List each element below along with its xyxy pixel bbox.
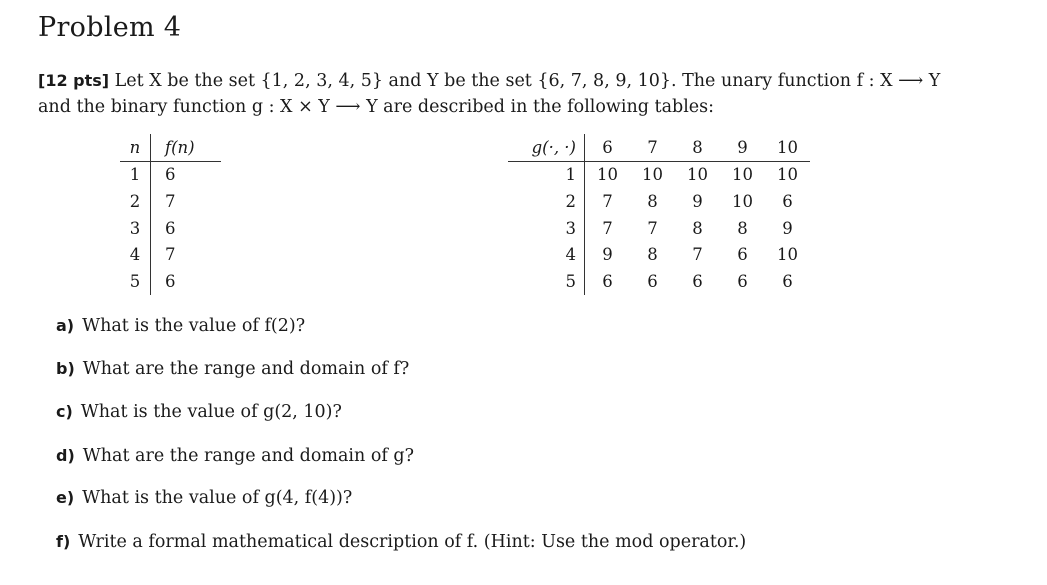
f-cell: 5 [120, 268, 151, 295]
g-cell: 10 [732, 191, 753, 211]
question-e [56, 488, 352, 508]
question-text: What are the range and domain of f? [82, 359, 410, 379]
question-c [56, 402, 342, 422]
f-table [120, 134, 221, 295]
question-b [56, 359, 409, 379]
f-cell: 6 [165, 218, 176, 238]
question-label: f) [56, 532, 71, 551]
f-cell: 2 [120, 188, 151, 215]
f-header-n: n [120, 134, 151, 161]
g-cell: 10 [777, 165, 798, 185]
g-cell: 6 [782, 191, 793, 211]
f-table-row [120, 241, 221, 268]
g-cell: 8 [692, 218, 703, 238]
f-table-row [120, 188, 221, 215]
question-text: What is the value of g(2, 10)? [80, 402, 342, 422]
g-table-row [508, 268, 810, 295]
g-cell: 6 [737, 245, 748, 265]
g-col-header: 9 [720, 134, 765, 161]
g-cell: 10 [642, 165, 663, 185]
g-col-header: 10 [765, 134, 810, 161]
f-table-row [120, 161, 221, 188]
g-table-row [508, 241, 810, 268]
f-cell: 6 [165, 271, 176, 291]
f-table-header [120, 134, 221, 161]
g-cell: 8 [647, 191, 658, 211]
g-cell: 7 [602, 218, 613, 238]
statement-line-2: and the binary function g : X × Y ⟶ Y are described in the following tables: [38, 97, 715, 117]
g-row-label: 5 [508, 268, 585, 295]
problem-statement [38, 68, 1008, 120]
g-cell: 8 [647, 245, 658, 265]
g-cell: 8 [737, 218, 748, 238]
g-cell: 7 [602, 191, 613, 211]
question-f [56, 532, 746, 552]
question-a [56, 316, 305, 336]
question-label: c) [56, 402, 73, 421]
g-corner: g(·, ·) [508, 134, 585, 161]
g-cell: 10 [597, 165, 618, 185]
f-cell: 3 [120, 215, 151, 242]
question-text: What is the value of f(2)? [82, 316, 306, 336]
g-table-row [508, 215, 810, 242]
g-cell: 6 [737, 271, 748, 291]
g-cell: 6 [602, 271, 613, 291]
g-cell: 9 [602, 245, 613, 265]
f-cell: 4 [120, 241, 151, 268]
g-cell: 10 [732, 165, 753, 185]
f-table-row [120, 215, 221, 242]
f-cell: 7 [165, 191, 176, 211]
question-label: d) [56, 446, 75, 465]
g-cell: 10 [777, 245, 798, 265]
g-col-header: 8 [675, 134, 720, 161]
g-col-header: 7 [630, 134, 675, 161]
g-col-header: 6 [585, 134, 631, 161]
question-label: e) [56, 488, 75, 507]
g-cell: 7 [647, 218, 658, 238]
question-text: What is the value of g(4, f(4))? [82, 488, 353, 508]
g-cell: 9 [782, 218, 793, 238]
f-table-row [120, 268, 221, 295]
f-header-fn: f(n) [151, 134, 222, 161]
g-table-row [508, 161, 810, 188]
g-cell: 7 [692, 245, 703, 265]
f-cell: 1 [120, 161, 151, 188]
page-title: Problem 4 [38, 12, 182, 43]
f-cell: 6 [165, 165, 176, 185]
g-table-row [508, 188, 810, 215]
points-label: [12 pts] [38, 71, 110, 90]
g-cell: 6 [647, 271, 658, 291]
question-label: b) [56, 359, 75, 378]
question-d [56, 446, 414, 466]
g-row-label: 1 [508, 161, 585, 188]
g-row-label: 2 [508, 188, 585, 215]
g-cell: 6 [692, 271, 703, 291]
g-table-header [508, 134, 810, 161]
g-row-label: 3 [508, 215, 585, 242]
g-cell: 10 [687, 165, 708, 185]
g-table [508, 134, 810, 295]
statement-line-1: Let X be the set {1, 2, 3, 4, 5} and Y be the set {6, 7, 8, 9, 10}. The unary function f : X ⟶ Y [114, 71, 941, 91]
f-cell: 7 [165, 245, 176, 265]
g-cell: 9 [692, 191, 703, 211]
question-text: What are the range and domain of g? [82, 446, 415, 466]
question-label: a) [56, 316, 75, 335]
g-row-label: 4 [508, 241, 585, 268]
g-cell: 6 [782, 271, 793, 291]
question-text: Write a formal mathematical description of f. (Hint: Use the mod operator.) [78, 532, 747, 552]
